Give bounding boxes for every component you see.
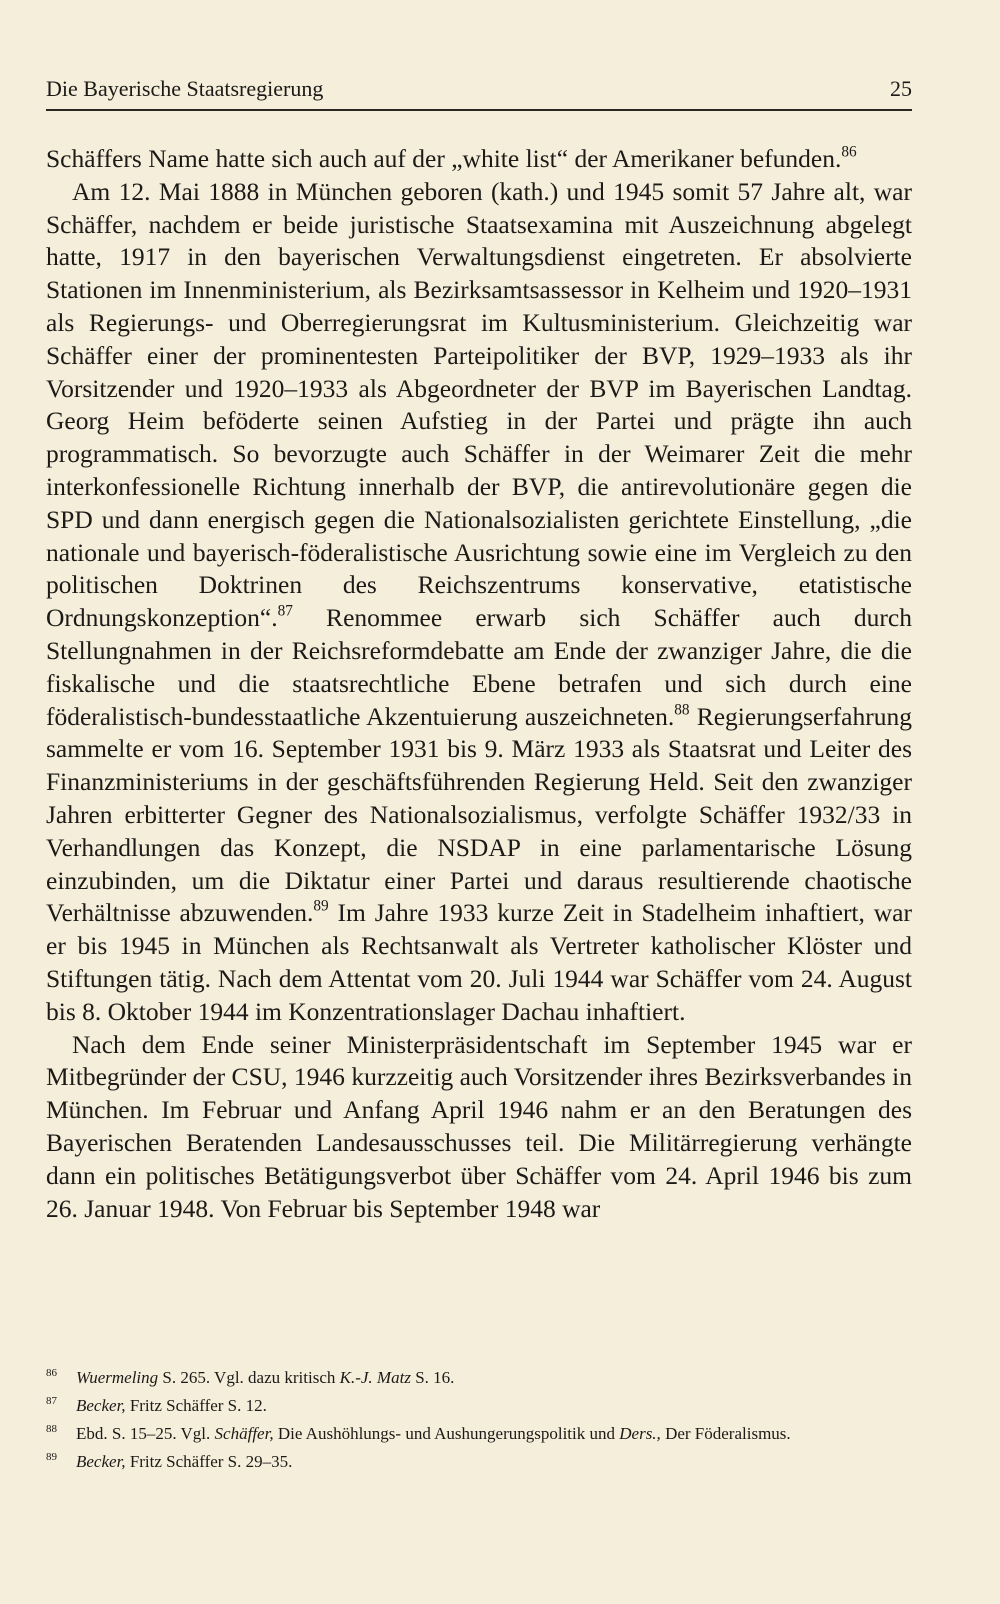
footnote-body: Die Aushöhlungs- und Aushungerungspolitik und: [273, 1424, 620, 1443]
footnote-body: Fritz Schäffer S. 12.: [125, 1396, 267, 1415]
footnote-author: Becker,: [76, 1452, 126, 1471]
main-text: [46, 143, 912, 1225]
paragraph-1: [46, 143, 912, 176]
footnote-author: K.-J. Matz: [339, 1368, 411, 1387]
footnote-number: 88: [46, 1423, 57, 1435]
footnote-body: S. 265. Vgl. dazu kritisch: [158, 1368, 340, 1387]
footnote-88: [46, 1422, 912, 1446]
paragraph-2-text-d: Im Jahre 1933 kurze Zeit in Stadelheim inhaftiert, war er bis 1945 in München als Rechtsanwalt als Vertreter katholischer Klöster und Stiftungen tätig. Nach dem Attentat vom 20. Juli 1944 war Schäffer vom 24. August bis 8. Oktober 1944 im Konzentrationslager Dachau inhaftiert.: [46, 898, 912, 1026]
footnote-author: Wuermeling: [76, 1368, 159, 1387]
paragraph-3: Nach dem Ende seiner Ministerpräsidentschaft im September 1945 war er Mitbegründer der CSU, 1946 kurzzeitig auch Vorsitzender ihres Bezirksverbandes in München. Im Februar und Anfang April 1946 nahm er an den Beratungen des Bayerischen Beratenden Landesausschusses teil. Die Militärregierung verhängte dann ein politisches Betätigungsverbot über Schäffer vom 24. April 1946 bis zum 26. Januar 1948. Von Februar bis September 1948 war: [46, 1029, 912, 1223]
footnote-ref-87: 87: [277, 602, 293, 620]
running-title: Die Bayerische Staatsregierung: [46, 76, 324, 101]
footnote-number: 89: [46, 1451, 57, 1463]
running-header: [46, 76, 912, 102]
footnote-text: [76, 1450, 912, 1474]
footnote-body: Der Föderalismus.: [660, 1424, 791, 1443]
footnote-87: [46, 1394, 912, 1418]
footnote-author: Becker,: [76, 1396, 126, 1415]
footnote-body: S. 16.: [410, 1368, 455, 1387]
paragraph-2: [46, 176, 912, 1029]
footnote-author: Ders.,: [619, 1424, 661, 1443]
footnote-body: Fritz Schäffer S. 29–35.: [125, 1452, 293, 1471]
footnote-text: [76, 1366, 912, 1390]
footnote-body: Ebd. S. 15–25. Vgl.: [76, 1424, 215, 1443]
footnotes: [46, 1366, 912, 1478]
header-rule: [46, 109, 912, 111]
footnote-number: 86: [46, 1367, 57, 1379]
paragraph-1-text: Schäffers Name hatte sich auch auf der „white list“ der Amerikaner befunden.: [46, 144, 842, 173]
footnote-author: Schäffer,: [214, 1424, 274, 1443]
footnote-86: [46, 1366, 912, 1390]
footnote-text: [76, 1422, 912, 1446]
footnote-ref-89: 89: [313, 897, 329, 915]
paragraph-2-text-c: Regierungserfahrung sammelte er vom 16. September 1931 bis 9. März 1933 als Staatsrat und Leiter des Finanzministeriums in der geschäftsführenden Regierung Held. Seit den zwanziger Jahren erbitterter Gegner des Nationalsozialismus, verfolgte Schäffer 1932/33 in Verhandlungen das Konzept, die NSDAP in eine parlamentarische Lösung einzubinden, um die Diktatur einer Partei und daraus resultierende chaotische Verhältnisse abzuwenden.: [46, 701, 912, 928]
page-number: 25: [890, 76, 912, 101]
footnote-number: 87: [46, 1395, 57, 1407]
footnote-ref-86: 86: [841, 143, 857, 161]
paragraph-2-text-b: Renommee erwarb sich Schäffer auch durch Stellungnahmen in der Reichsreformdebatte am Ende der zwanziger Jahre, die die fiskalische und die staatsrechtliche Ebene betrafen und sich durch eine föderalistisch-bundesstaatliche Akzentuierung auszeichneten.: [46, 603, 912, 731]
paragraph-2-text-a: Am 12. Mai 1888 in München geboren (kath.) und 1945 somit 57 Jahre alt, war Schäffer, nachdem er beide juristische Staatsexamina mit Auszeichnung abgelegt hatte, 1917 in den bayerischen Verwaltungsdienst eingetreten. Er absolvierte Stationen im Innenministerium, als Bezirksamtsassessor in Kelheim und 1920–1931 als Regierungs- und Oberregierungsrat im Kultusministerium. Gleichzeitig war Schäffer einer der prominentesten Parteipolitiker der BVP, 1929–1933 als ihr Vorsitzender und 1920–1933 als Abgeordneter der BVP im Bayerischen Landtag. Georg Heim beföderte seinen Aufstieg in der Partei und prägte ihn auch programmatisch. So bevorzugte auch Schäffer in der Weimarer Zeit die mehr interkonfessionelle Richtung innerhalb der BVP, die antirevolutionäre gegen die SPD und dann energisch gegen die Nationalsozialisten gerichtete Einstellung, „die nationale und bayerisch-föderalistische Ausrichtung sowie eine im Vergleich zu den politischen Doktrinen des Reichszentrums konservative, etatistische Ordnungskonzeption“.: [46, 176, 912, 633]
footnote-text: [76, 1394, 912, 1418]
footnote-89: [46, 1450, 912, 1474]
footnote-ref-88: 88: [674, 700, 690, 718]
